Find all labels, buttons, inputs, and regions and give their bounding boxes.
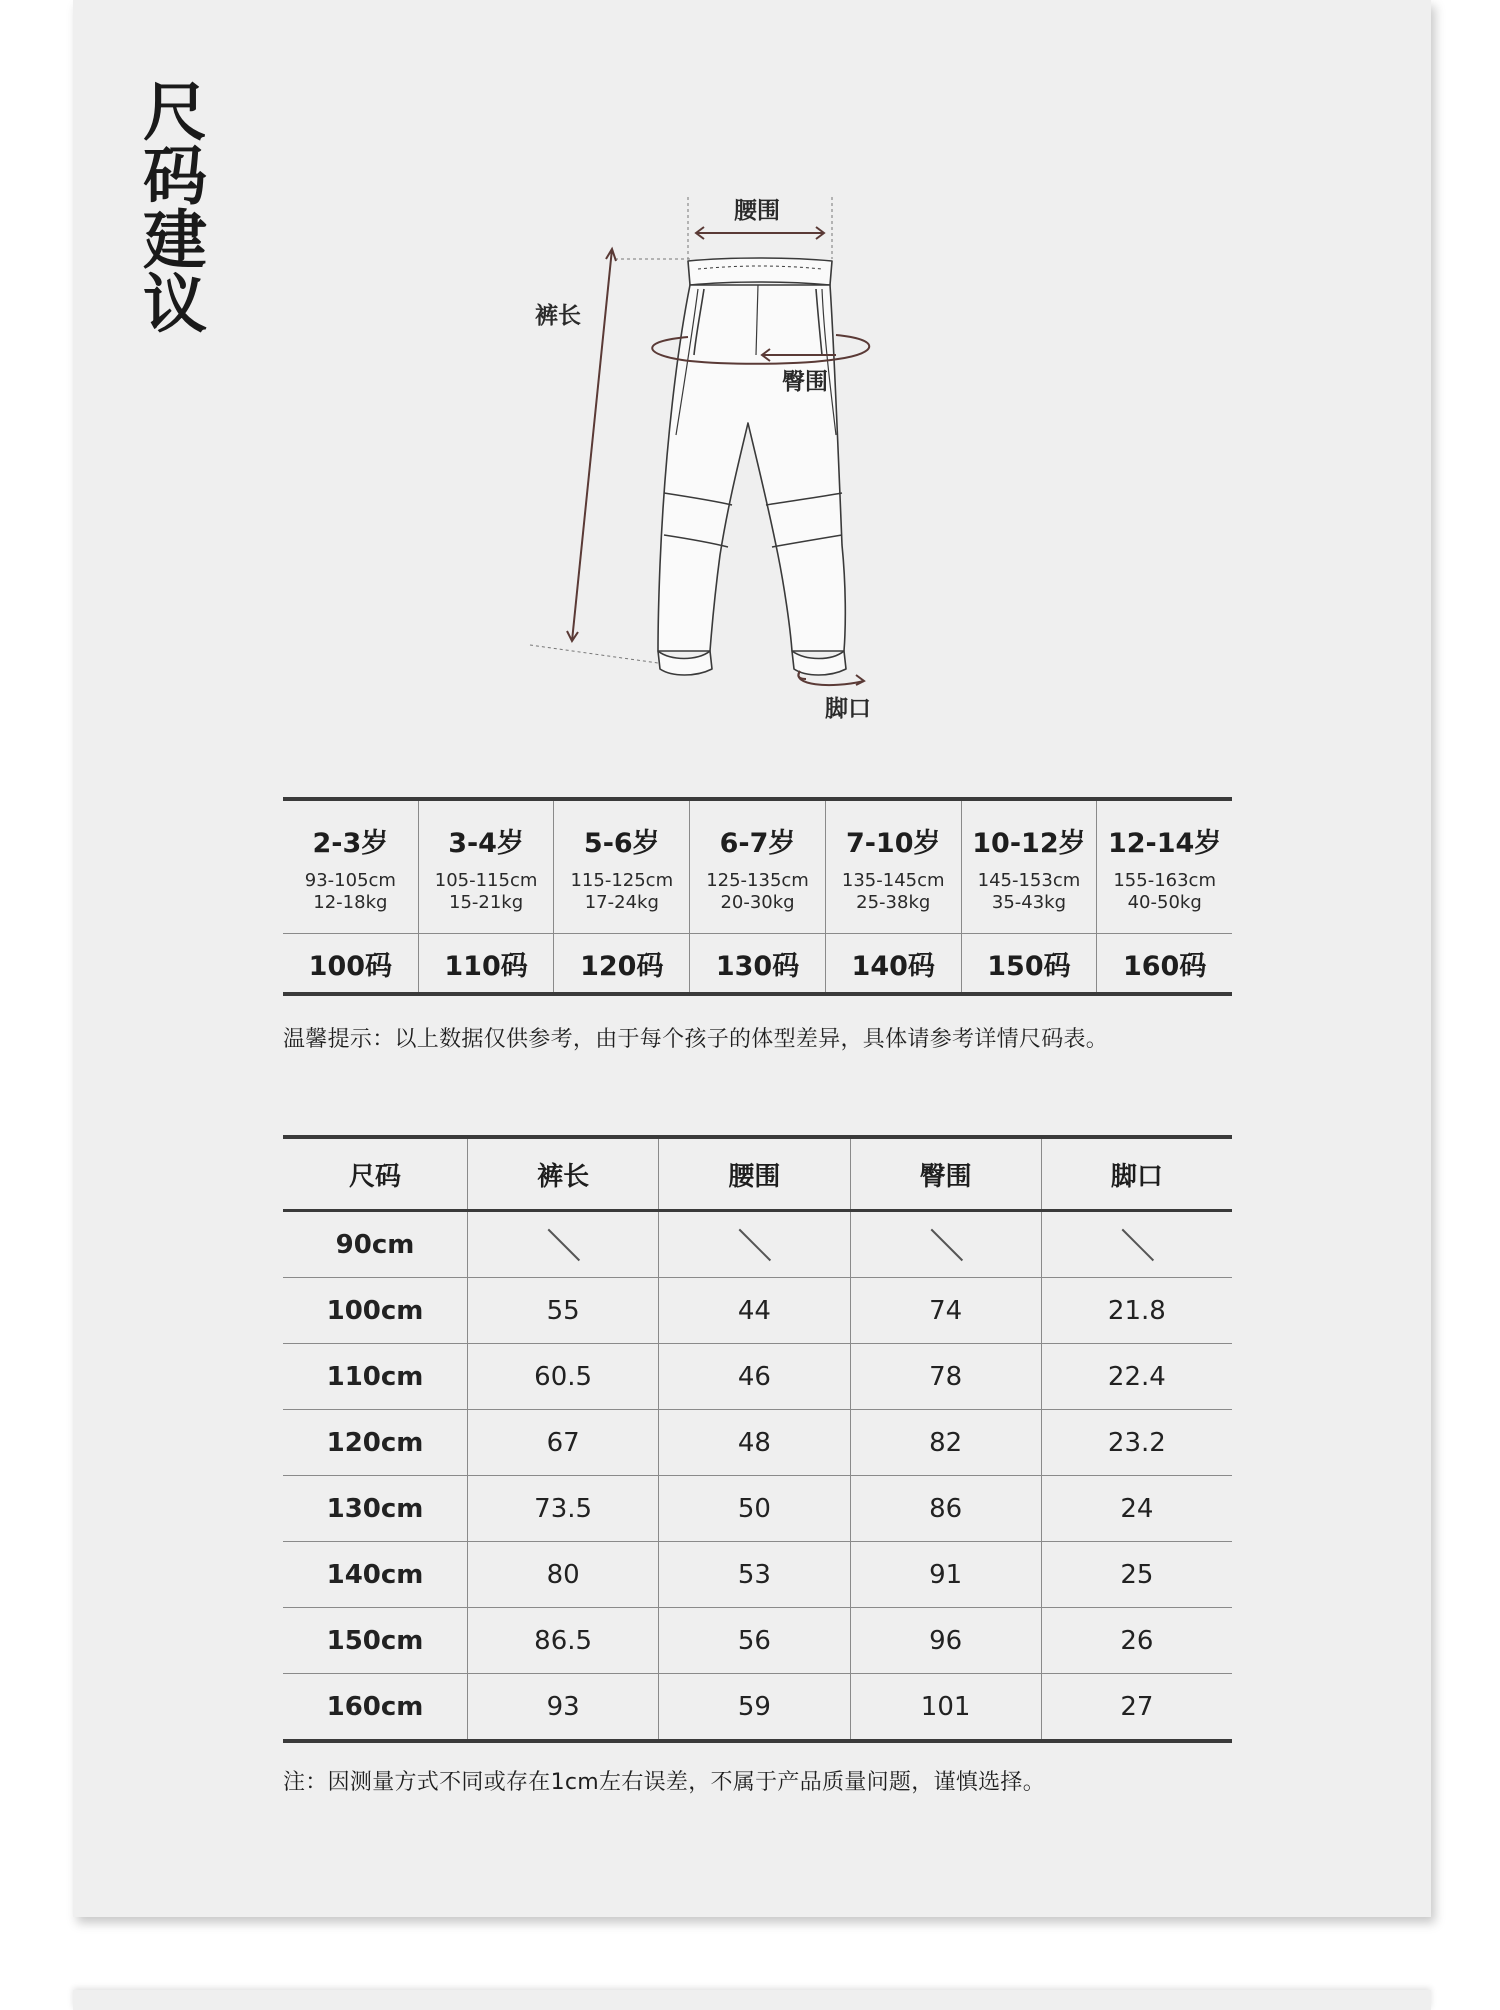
weight-range: 40-50kg	[1127, 891, 1202, 913]
size-guide-table	[283, 797, 1232, 996]
row-size: 160cm	[283, 1674, 468, 1739]
age-range: 5-6岁	[583, 827, 660, 859]
weight-range: 17-24kg	[584, 891, 659, 913]
cell-hip: 78	[851, 1344, 1042, 1409]
tip-text: 温馨提示：以上数据仅供参考，由于每个孩子的体型差异，具体请参考详情尺码表。	[283, 1027, 1109, 1052]
header-hem: 脚口	[1110, 1161, 1163, 1192]
table-row	[283, 1476, 1232, 1542]
cell-hem: 21.8	[1107, 1295, 1166, 1326]
weight-range: 35-43kg	[991, 891, 1067, 913]
cell-waist: 48	[659, 1410, 850, 1475]
cell-hem: 27	[1120, 1691, 1154, 1722]
size-code-cell	[826, 934, 962, 992]
cell-hip: 91	[851, 1542, 1042, 1607]
cell-hip: 96	[851, 1608, 1042, 1673]
slash-mark	[1120, 1228, 1154, 1262]
size-guide-cell	[419, 801, 555, 933]
size-code-cell	[283, 934, 419, 992]
cell-waist: 44	[659, 1278, 850, 1343]
next-card-edge	[73, 1990, 1431, 2010]
size-guide-age-row	[283, 801, 1232, 934]
age-range: 3-4岁	[448, 827, 524, 859]
size-code: 120码	[580, 950, 664, 982]
height-range: 125-135cm	[706, 869, 809, 891]
empty-cell	[851, 1212, 1042, 1277]
height-range: 135-145cm	[841, 869, 945, 891]
size-guide-cell	[554, 801, 690, 933]
cell-hem: 24	[1120, 1493, 1154, 1524]
cell-waist: 50	[659, 1476, 850, 1541]
size-code-cell	[419, 934, 555, 992]
empty-cell	[659, 1212, 850, 1277]
row-size: 110cm	[283, 1344, 468, 1409]
size-guide-cell	[826, 801, 962, 933]
size-guide-cell	[962, 801, 1098, 933]
page-title: 尺码建议	[132, 78, 206, 334]
size-guide-cell	[690, 801, 826, 933]
hem-label: 脚口	[825, 696, 871, 722]
cell-length: 60.5	[468, 1344, 659, 1409]
empty-cell	[1042, 1212, 1232, 1277]
table-row	[283, 1278, 1232, 1344]
table-row	[283, 1410, 1232, 1476]
weight-range: 25-38kg	[856, 891, 931, 913]
slash-mark	[546, 1228, 580, 1262]
size-guide-cell	[283, 801, 419, 933]
size-code-cell	[962, 934, 1098, 992]
row-size: 150cm	[283, 1608, 468, 1673]
table-row	[283, 1608, 1232, 1674]
table-row	[283, 1674, 1232, 1739]
height-range: 105-115cm	[434, 869, 538, 891]
age-range: 7-10岁	[845, 827, 941, 859]
age-range: 10-12岁	[972, 827, 1086, 859]
cell-hem: 26	[1120, 1625, 1154, 1656]
cell-hip: 74	[851, 1278, 1042, 1343]
age-range: 12-14岁	[1107, 827, 1222, 859]
cell-length: 93	[468, 1674, 659, 1739]
cell-length: 55	[468, 1278, 659, 1343]
header-waist: 腰围	[659, 1139, 850, 1209]
cell-hem: 25	[1120, 1559, 1154, 1590]
size-code-cell	[690, 934, 826, 992]
age-range: 2-3岁	[312, 827, 389, 859]
row-size: 140cm	[283, 1542, 468, 1607]
header-hip: 臀围	[851, 1139, 1042, 1209]
length-label: 裤长	[535, 303, 581, 329]
cell-hip: 82	[851, 1410, 1042, 1475]
weight-range: 20-30kg	[720, 891, 795, 913]
waist-label: 腰围	[734, 198, 780, 224]
cell-hem: 23.2	[1107, 1427, 1166, 1458]
height-range: 93-105cm	[304, 869, 396, 891]
cell-length: 73.5	[468, 1476, 659, 1541]
table-row	[283, 1344, 1232, 1410]
measurement-table	[283, 1135, 1232, 1743]
cell-waist: 46	[659, 1344, 850, 1409]
size-code: 160码	[1122, 950, 1207, 982]
row-size: 130cm	[283, 1476, 468, 1541]
size-code-cell	[1097, 934, 1232, 992]
size-guide-size-row	[283, 934, 1232, 992]
cell-length: 86.5	[468, 1608, 659, 1673]
empty-cell	[468, 1212, 659, 1277]
table-header-row	[283, 1139, 1232, 1212]
hip-label: 臀围	[782, 369, 828, 395]
cell-length: 80	[468, 1542, 659, 1607]
size-guide-cell	[1097, 801, 1232, 933]
note-text: 注：因测量方式不同或存在1cm左右误差，不属于产品质量问题，谨慎选择。	[283, 1770, 1046, 1795]
cell-length: 67	[468, 1410, 659, 1475]
size-code-cell	[554, 934, 690, 992]
weight-range: 12-18kg	[313, 891, 388, 913]
cell-hem: 22.4	[1107, 1361, 1166, 1392]
row-size: 120cm	[283, 1410, 468, 1475]
cell-waist: 56	[659, 1608, 850, 1673]
cell-hip: 101	[851, 1674, 1042, 1739]
cell-waist: 59	[659, 1674, 850, 1739]
pants-illustration	[500, 185, 900, 730]
slash-mark	[929, 1228, 963, 1262]
height-range: 115-125cm	[570, 869, 674, 891]
table-row	[283, 1542, 1232, 1608]
row-size: 100cm	[283, 1278, 468, 1343]
size-code: 130码	[715, 950, 800, 982]
cell-hip: 86	[851, 1476, 1042, 1541]
height-range: 155-163cm	[1113, 869, 1216, 891]
table-row	[283, 1212, 1232, 1278]
header-length: 裤长	[468, 1139, 659, 1209]
size-code: 110码	[444, 950, 528, 982]
pants-diagram	[500, 185, 900, 730]
cell-waist: 53	[659, 1542, 850, 1607]
size-code: 100码	[308, 950, 393, 982]
weight-range: 15-21kg	[449, 891, 524, 913]
header-size: 尺码	[283, 1139, 468, 1209]
slash-mark	[737, 1228, 771, 1262]
size-code: 150码	[987, 950, 1071, 982]
age-range: 6-7岁	[719, 827, 796, 859]
row-size: 90cm	[283, 1212, 468, 1277]
height-range: 145-153cm	[977, 869, 1081, 891]
size-code: 140码	[851, 950, 935, 982]
